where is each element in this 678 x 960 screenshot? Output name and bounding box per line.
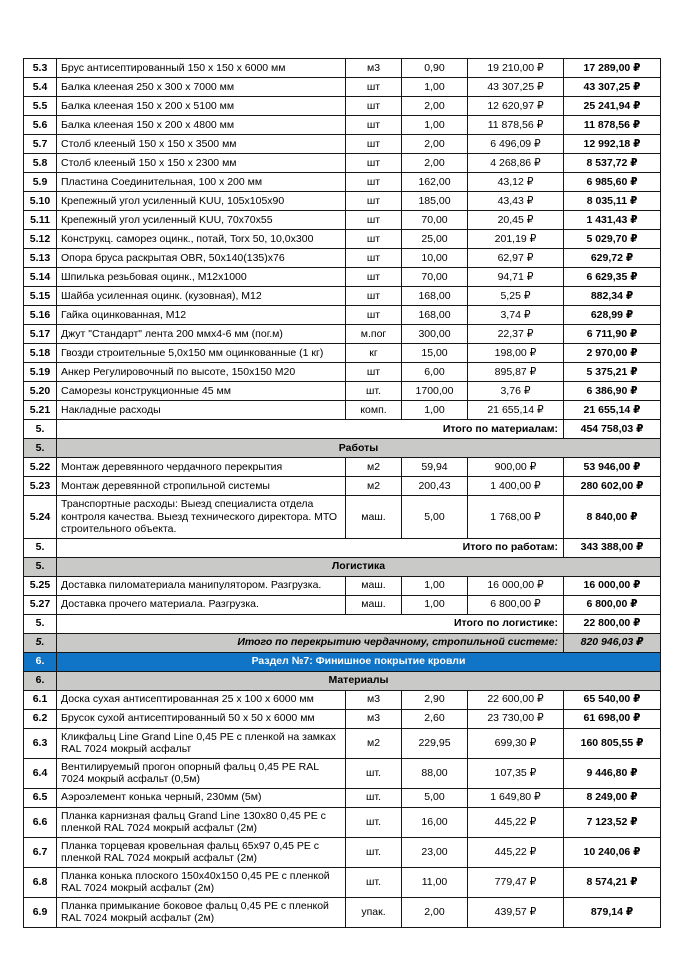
table-row-5.21	[24, 401, 661, 420]
table-row-5.22	[24, 458, 661, 477]
item-quantity: 300,00	[402, 325, 468, 344]
item-unit: м3	[346, 59, 402, 78]
table-row-6.8	[24, 867, 661, 897]
item-description: Монтаж деревянной стропильной системы	[57, 477, 346, 496]
item-description: Гвозди строительные 5,0х150 мм оцинкованные (1 кг)	[57, 344, 346, 363]
item-total: 6 800,00 ₽	[564, 595, 661, 614]
item-unit: м2	[346, 458, 402, 477]
item-unit-price: 11 878,56 ₽	[468, 116, 564, 135]
item-total: 6 386,90 ₽	[564, 382, 661, 401]
item-quantity: 10,00	[402, 249, 468, 268]
table-row-6.9	[24, 897, 661, 927]
row-number: 5.18	[24, 344, 57, 363]
item-unit-price: 19 210,00 ₽	[468, 59, 564, 78]
item-description: Балка клееная 150 х 200 х 4800 мм	[57, 116, 346, 135]
row-number: 5.9	[24, 173, 57, 192]
item-unit: шт	[346, 249, 402, 268]
item-unit-price: 22 600,00 ₽	[468, 690, 564, 709]
table-row-5.	[24, 420, 661, 439]
item-unit-price: 6 800,00 ₽	[468, 595, 564, 614]
item-quantity: 1,00	[402, 116, 468, 135]
row-number: 5.22	[24, 458, 57, 477]
item-total: 53 946,00 ₽	[564, 458, 661, 477]
table-row-5.27	[24, 595, 661, 614]
section-title: Раздел №7: Финишное покрытие кровли	[57, 652, 661, 671]
item-unit: м3	[346, 709, 402, 728]
table-row-5.15	[24, 287, 661, 306]
item-total: 6 985,60 ₽	[564, 173, 661, 192]
item-unit: м2	[346, 728, 402, 758]
table-row-5.9	[24, 173, 661, 192]
table-row-5.	[24, 538, 661, 557]
item-total: 879,14 ₽	[564, 897, 661, 927]
table-row-5.24	[24, 496, 661, 539]
item-unit: шт	[346, 97, 402, 116]
item-total: 8 035,11 ₽	[564, 192, 661, 211]
table-row-5.11	[24, 211, 661, 230]
item-total: 5 375,21 ₽	[564, 363, 661, 382]
table-row-6.	[24, 671, 661, 690]
item-unit-price: 43 307,25 ₽	[468, 78, 564, 97]
item-quantity: 59,94	[402, 458, 468, 477]
item-quantity: 70,00	[402, 211, 468, 230]
item-unit: кг	[346, 344, 402, 363]
item-description: Доска сухая антисептированная 25 х 100 х 6000 мм	[57, 690, 346, 709]
item-quantity: 1700,00	[402, 382, 468, 401]
item-quantity: 168,00	[402, 306, 468, 325]
item-unit-price: 107,35 ₽	[468, 758, 564, 788]
row-number: 5.20	[24, 382, 57, 401]
table-row-5.13	[24, 249, 661, 268]
item-total: 8 840,00 ₽	[564, 496, 661, 539]
item-total: 65 540,00 ₽	[564, 690, 661, 709]
row-number: 5.	[24, 538, 57, 557]
table-row-5.4	[24, 78, 661, 97]
item-description: Столб клееный 150 х 150 х 3500 мм	[57, 135, 346, 154]
item-description: Крепежный угол усиленный KUU, 105х105х90	[57, 192, 346, 211]
row-number: 6.2	[24, 709, 57, 728]
item-quantity: 6,00	[402, 363, 468, 382]
row-number: 5.12	[24, 230, 57, 249]
item-description: Гайка оцинкованная, М12	[57, 306, 346, 325]
item-quantity: 2,00	[402, 897, 468, 927]
item-quantity: 23,00	[402, 837, 468, 867]
row-number: 6.9	[24, 897, 57, 927]
row-number: 5.27	[24, 595, 57, 614]
row-number: 5.	[24, 557, 57, 576]
item-unit-price: 22,37 ₽	[468, 325, 564, 344]
item-total: 9 446,80 ₽	[564, 758, 661, 788]
row-number: 5.7	[24, 135, 57, 154]
group-title: Работы	[57, 439, 661, 458]
item-quantity: 229,95	[402, 728, 468, 758]
table-row-6.2	[24, 709, 661, 728]
table-row-5.8	[24, 154, 661, 173]
subtotal-label: Итого по работам:	[57, 538, 564, 557]
item-unit-price: 439,57 ₽	[468, 897, 564, 927]
row-number: 5.16	[24, 306, 57, 325]
item-total: 1 431,43 ₽	[564, 211, 661, 230]
item-quantity: 1,00	[402, 401, 468, 420]
item-unit: шт	[346, 173, 402, 192]
item-total: 6 711,90 ₽	[564, 325, 661, 344]
row-number: 5.	[24, 633, 57, 652]
row-number: 5.23	[24, 477, 57, 496]
item-unit: шт	[346, 116, 402, 135]
item-unit-price: 62,97 ₽	[468, 249, 564, 268]
item-description: Планка примыкание боковое фальц 0,45 PE с пленкой RAL 7024 мокрый асфальт (2м)	[57, 897, 346, 927]
item-quantity: 70,00	[402, 268, 468, 287]
item-unit-price: 16 000,00 ₽	[468, 576, 564, 595]
item-total: 43 307,25 ₽	[564, 78, 661, 97]
table-row-5.3	[24, 59, 661, 78]
item-quantity: 15,00	[402, 344, 468, 363]
item-quantity: 2,90	[402, 690, 468, 709]
table-row-5.10	[24, 192, 661, 211]
item-unit: комп.	[346, 401, 402, 420]
item-description: Конструкц. саморез оцинк., потай, Torx 50, 10,0х300	[57, 230, 346, 249]
item-unit: шт	[346, 192, 402, 211]
group-title: Логистика	[57, 557, 661, 576]
row-number: 5.19	[24, 363, 57, 382]
item-unit: маш.	[346, 595, 402, 614]
item-quantity: 2,00	[402, 154, 468, 173]
item-description: Вентилируемый прогон опорный фальц 0,45 PE RAL 7024 мокрый асфальт (0,5м)	[57, 758, 346, 788]
item-unit: шт.	[346, 867, 402, 897]
item-total: 12 992,18 ₽	[564, 135, 661, 154]
item-description: Транспортные расходы: Выезд специалиста отдела контроля качества. Выезд технического директора. МТО строительного объекта.	[57, 496, 346, 539]
item-description: Опора бруса раскрытая OBR, 50х140(135)х76	[57, 249, 346, 268]
item-unit-price: 20,45 ₽	[468, 211, 564, 230]
subtotal-value: 820 946,03 ₽	[564, 633, 661, 652]
item-quantity: 162,00	[402, 173, 468, 192]
table-row-6.3	[24, 728, 661, 758]
row-number: 5.8	[24, 154, 57, 173]
item-unit: шт	[346, 363, 402, 382]
item-description: Планка торцевая кровельная фальц 65х97 0,45 PE с пленкой RAL 7024 мокрый асфальт (2м)	[57, 837, 346, 867]
estimate-table-body	[24, 59, 661, 928]
row-number: 6.6	[24, 807, 57, 837]
item-total: 8 574,21 ₽	[564, 867, 661, 897]
subtotal-label: Итого по материалам:	[57, 420, 564, 439]
table-row-5.20	[24, 382, 661, 401]
row-number: 5.21	[24, 401, 57, 420]
item-description: Доставка пиломатериала манипулятором. Разгрузка.	[57, 576, 346, 595]
row-number: 6.7	[24, 837, 57, 867]
item-quantity: 2,60	[402, 709, 468, 728]
item-unit: шт	[346, 211, 402, 230]
table-row-5.7	[24, 135, 661, 154]
item-quantity: 2,00	[402, 97, 468, 116]
item-description: Шайба усиленная оцинк. (кузовная), М12	[57, 287, 346, 306]
item-description: Аэроэлемент конька черный, 230мм (5м)	[57, 788, 346, 807]
item-description: Планка карнизная фальц Grand Line 130х80 0,45 PE с пленкой RAL 7024 мокрый асфальт (2м)	[57, 807, 346, 837]
table-row-5.5	[24, 97, 661, 116]
table-row-5.14	[24, 268, 661, 287]
table-row-5.	[24, 633, 661, 652]
item-total: 16 000,00 ₽	[564, 576, 661, 595]
item-description: Балка клееная 150 х 200 х 5100 мм	[57, 97, 346, 116]
item-unit-price: 43,12 ₽	[468, 173, 564, 192]
item-quantity: 185,00	[402, 192, 468, 211]
item-total: 629,72 ₽	[564, 249, 661, 268]
subtotal-label: Итого по перекрытию чердачному, стропильной системе:	[57, 633, 564, 652]
table-row-5.23	[24, 477, 661, 496]
item-total: 280 602,00 ₽	[564, 477, 661, 496]
row-number: 6.	[24, 652, 57, 671]
item-unit-price: 3,76 ₽	[468, 382, 564, 401]
row-number: 5.3	[24, 59, 57, 78]
item-description: Брус антисептированный 150 х 150 х 6000 мм	[57, 59, 346, 78]
row-number: 5.	[24, 439, 57, 458]
subtotal-value: 22 800,00 ₽	[564, 614, 661, 633]
item-total: 61 698,00 ₽	[564, 709, 661, 728]
subtotal-value: 454 758,03 ₽	[564, 420, 661, 439]
item-description: Анкер Регулировочный по высоте, 150х150 М20	[57, 363, 346, 382]
item-description: Джут "Стандарт" лента 200 ммх4-6 мм (пог.м)	[57, 325, 346, 344]
row-number: 6.3	[24, 728, 57, 758]
table-row-5.19	[24, 363, 661, 382]
item-unit: шт	[346, 154, 402, 173]
row-number: 5.	[24, 614, 57, 633]
row-number: 5.6	[24, 116, 57, 135]
item-unit: шт	[346, 268, 402, 287]
row-number: 5.24	[24, 496, 57, 539]
row-number: 5.10	[24, 192, 57, 211]
item-description: Накладные расходы	[57, 401, 346, 420]
row-number: 6.8	[24, 867, 57, 897]
row-number: 5.13	[24, 249, 57, 268]
table-row-6.6	[24, 807, 661, 837]
item-unit-price: 445,22 ₽	[468, 837, 564, 867]
item-unit-price: 21 655,14 ₽	[468, 401, 564, 420]
row-number: 5.25	[24, 576, 57, 595]
item-unit-price: 94,71 ₽	[468, 268, 564, 287]
table-row-6.4	[24, 758, 661, 788]
item-unit-price: 445,22 ₽	[468, 807, 564, 837]
table-row-6.1	[24, 690, 661, 709]
item-description: Планка конька плоского 150х40х150 0,45 PE с пленкой RAL 7024 мокрый асфальт (2м)	[57, 867, 346, 897]
item-total: 8 249,00 ₽	[564, 788, 661, 807]
item-unit-price: 198,00 ₽	[468, 344, 564, 363]
item-description: Столб клееный 150 х 150 х 2300 мм	[57, 154, 346, 173]
item-unit-price: 5,25 ₽	[468, 287, 564, 306]
item-unit-price: 23 730,00 ₽	[468, 709, 564, 728]
item-quantity: 1,00	[402, 595, 468, 614]
item-quantity: 25,00	[402, 230, 468, 249]
item-total: 10 240,06 ₽	[564, 837, 661, 867]
item-quantity: 1,00	[402, 576, 468, 595]
item-quantity: 1,00	[402, 78, 468, 97]
item-unit: шт	[346, 306, 402, 325]
item-total: 160 805,55 ₽	[564, 728, 661, 758]
table-row-5.18	[24, 344, 661, 363]
item-unit: маш.	[346, 576, 402, 595]
row-number: 5.15	[24, 287, 57, 306]
table-row-6.	[24, 652, 661, 671]
item-unit: маш.	[346, 496, 402, 539]
item-unit-price: 779,47 ₽	[468, 867, 564, 897]
item-quantity: 200,43	[402, 477, 468, 496]
item-description: Саморезы конструкционные 45 мм	[57, 382, 346, 401]
item-unit: м.пог	[346, 325, 402, 344]
item-unit-price: 1 400,00 ₽	[468, 477, 564, 496]
item-unit: шт.	[346, 807, 402, 837]
item-description: Балка клееная 250 х 300 х 7000 мм	[57, 78, 346, 97]
item-unit: шт.	[346, 758, 402, 788]
item-quantity: 16,00	[402, 807, 468, 837]
table-row-5.	[24, 439, 661, 458]
table-row-5.16	[24, 306, 661, 325]
item-unit-price: 12 620,97 ₽	[468, 97, 564, 116]
item-unit-price: 3,74 ₽	[468, 306, 564, 325]
item-unit: шт.	[346, 837, 402, 867]
table-row-5.6	[24, 116, 661, 135]
row-number: 6.1	[24, 690, 57, 709]
table-row-5.17	[24, 325, 661, 344]
item-total: 8 537,72 ₽	[564, 154, 661, 173]
group-title: Материалы	[57, 671, 661, 690]
item-description: Монтаж деревянного чердачного перекрытия	[57, 458, 346, 477]
item-total: 628,99 ₽	[564, 306, 661, 325]
item-description: Крепежный угол усиленный KUU, 70х70х55	[57, 211, 346, 230]
item-unit: шт.	[346, 788, 402, 807]
table-row-5.	[24, 614, 661, 633]
item-total: 5 029,70 ₽	[564, 230, 661, 249]
item-description: Кликфальц Line Grand Line 0,45 PE с пленкой на замках RAL 7024 мокрый асфальт	[57, 728, 346, 758]
item-unit-price: 43,43 ₽	[468, 192, 564, 211]
item-quantity: 0,90	[402, 59, 468, 78]
item-quantity: 168,00	[402, 287, 468, 306]
item-description: Пластина Соединительная, 100 х 200 мм	[57, 173, 346, 192]
row-number: 6.	[24, 671, 57, 690]
item-unit-price: 1 649,80 ₽	[468, 788, 564, 807]
table-row-5.12	[24, 230, 661, 249]
item-total: 21 655,14 ₽	[564, 401, 661, 420]
item-unit-price: 6 496,09 ₽	[468, 135, 564, 154]
item-unit-price: 4 268,86 ₽	[468, 154, 564, 173]
item-total: 2 970,00 ₽	[564, 344, 661, 363]
row-number: 5.14	[24, 268, 57, 287]
item-total: 25 241,94 ₽	[564, 97, 661, 116]
row-number: 5.11	[24, 211, 57, 230]
subtotal-value: 343 388,00 ₽	[564, 538, 661, 557]
row-number: 5.5	[24, 97, 57, 116]
item-unit: шт.	[346, 382, 402, 401]
table-row-5.25	[24, 576, 661, 595]
estimate-table	[23, 58, 661, 928]
item-unit: шт	[346, 135, 402, 154]
item-quantity: 5,00	[402, 496, 468, 539]
item-total: 882,34 ₽	[564, 287, 661, 306]
item-unit: м2	[346, 477, 402, 496]
item-unit-price: 1 768,00 ₽	[468, 496, 564, 539]
item-unit-price: 201,19 ₽	[468, 230, 564, 249]
row-number: 5.17	[24, 325, 57, 344]
item-unit: м3	[346, 690, 402, 709]
table-row-6.5	[24, 788, 661, 807]
item-description: Доставка прочего материала. Разгрузка.	[57, 595, 346, 614]
item-total: 6 629,35 ₽	[564, 268, 661, 287]
item-total: 17 289,00 ₽	[564, 59, 661, 78]
item-unit: упак.	[346, 897, 402, 927]
item-description: Брусок сухой антисептированный 50 х 50 х 6000 мм	[57, 709, 346, 728]
item-quantity: 5,00	[402, 788, 468, 807]
item-unit-price: 895,87 ₽	[468, 363, 564, 382]
item-description: Шпилька резьбовая оцинк., М12х1000	[57, 268, 346, 287]
row-number: 5.4	[24, 78, 57, 97]
row-number: 6.5	[24, 788, 57, 807]
table-row-6.7	[24, 837, 661, 867]
item-quantity: 11,00	[402, 867, 468, 897]
item-unit-price: 699,30 ₽	[468, 728, 564, 758]
item-unit: шт	[346, 78, 402, 97]
item-total: 11 878,56 ₽	[564, 116, 661, 135]
item-unit-price: 900,00 ₽	[468, 458, 564, 477]
item-total: 7 123,52 ₽	[564, 807, 661, 837]
row-number: 5.	[24, 420, 57, 439]
item-unit: шт	[346, 230, 402, 249]
item-quantity: 2,00	[402, 135, 468, 154]
item-unit: шт	[346, 287, 402, 306]
row-number: 6.4	[24, 758, 57, 788]
subtotal-label: Итого по логистике:	[57, 614, 564, 633]
table-row-5.	[24, 557, 661, 576]
item-quantity: 88,00	[402, 758, 468, 788]
